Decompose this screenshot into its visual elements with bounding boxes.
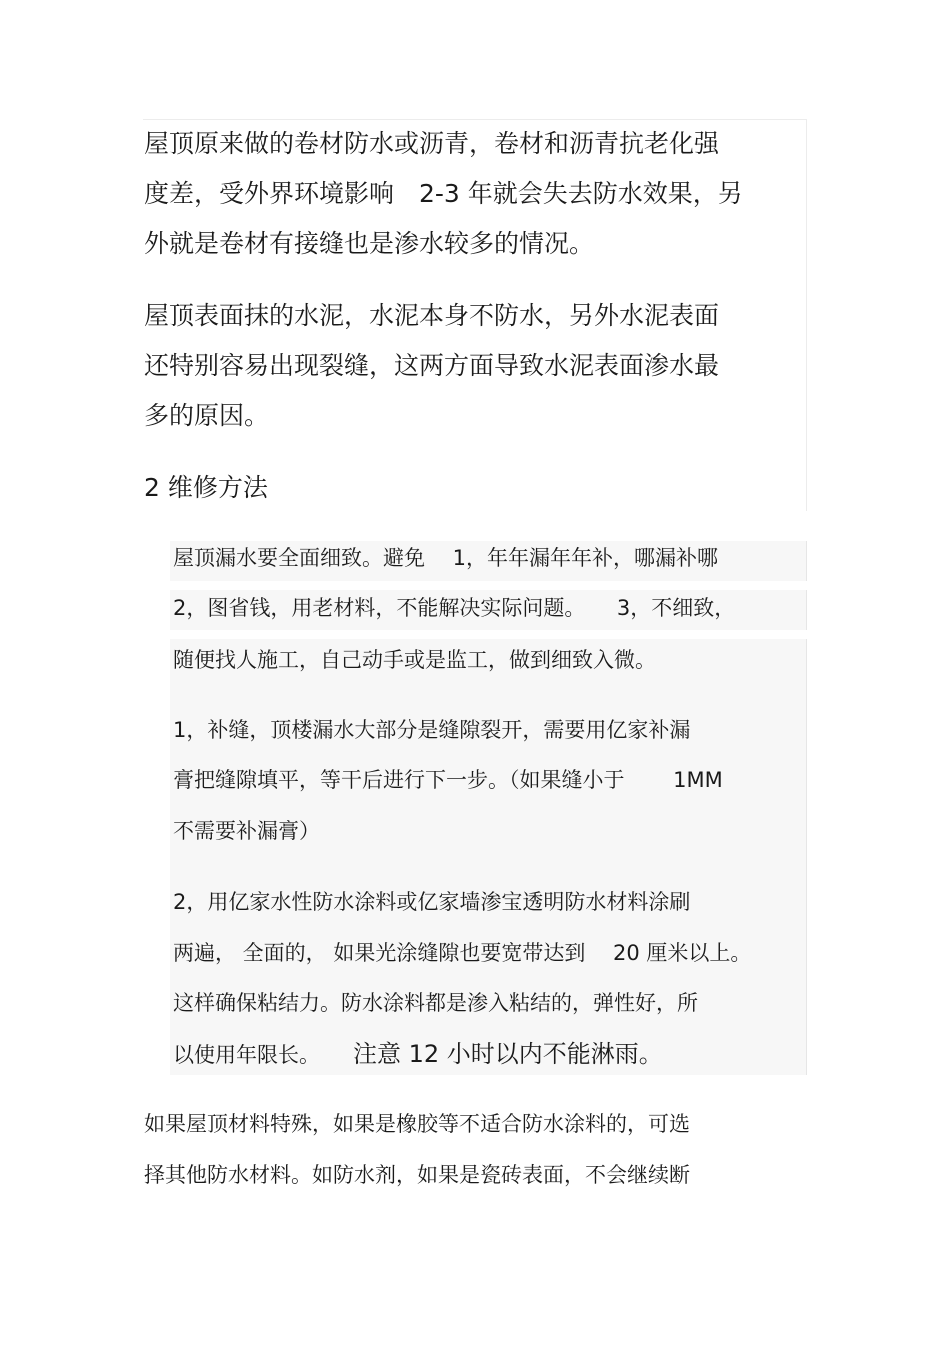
rain-warning-note: 注意 12 小时以内不能淋雨。 <box>353 1040 663 1068</box>
text-line: 外就是卷材有接缝也是渗水较多的情况。 <box>144 229 595 258</box>
text-line: 两遍， 全面的， 如果光涂缝隙也要宽带达到 20 厘米以上。 <box>173 941 752 965</box>
text-line: 以使用年限长。 <box>173 1043 320 1067</box>
text-line: 屋顶表面抹的水泥，水泥本身不防水，另外水泥表面 <box>144 301 720 330</box>
text-line: 这样确保粘结力。防水涂料都是渗入粘结的，弹性好，所 <box>173 991 698 1015</box>
text-line: 2，图省钱，用老材料，不能解决实际问题。 3，不细致， <box>173 596 736 620</box>
text-line: 度差，受外界环境影响 2-3 年就会失去防水效果，另 <box>144 179 743 208</box>
text-line: 不需要补漏膏） <box>173 819 320 843</box>
text-line: 择其他防水材料。如防水剂，如果是瓷砖表面，不会继续断 <box>144 1163 690 1187</box>
text-line: 2，用亿家水性防水涂料或亿家墙渗宝透明防水材料涂刷 <box>173 890 691 914</box>
text-line: 膏把缝隙填平，等干后进行下一步。（如果缝小于 1MM <box>173 768 723 792</box>
text-line: 如果屋顶材料特殊，如果是橡胶等不适合防水涂料的，可选 <box>144 1112 690 1136</box>
text-line: 还特别容易出现裂缝，这两方面导致水泥表面渗水最 <box>144 351 720 380</box>
text-line: 多的原因。 <box>144 401 270 430</box>
section-heading: 2 维修方法 <box>144 473 268 502</box>
text-line: 1，补缝，顶楼漏水大部分是缝隙裂开，需要用亿家补漏 <box>173 718 691 742</box>
text-line: 屋顶原来做的卷材防水或沥青，卷材和沥青抗老化强 <box>144 129 720 158</box>
text-line: 屋顶漏水要全面细致。避免 1，年年漏年年补，哪漏补哪 <box>173 546 719 570</box>
text-line: 随便找人施工，自己动手或是监工，做到细致入微。 <box>173 648 656 672</box>
